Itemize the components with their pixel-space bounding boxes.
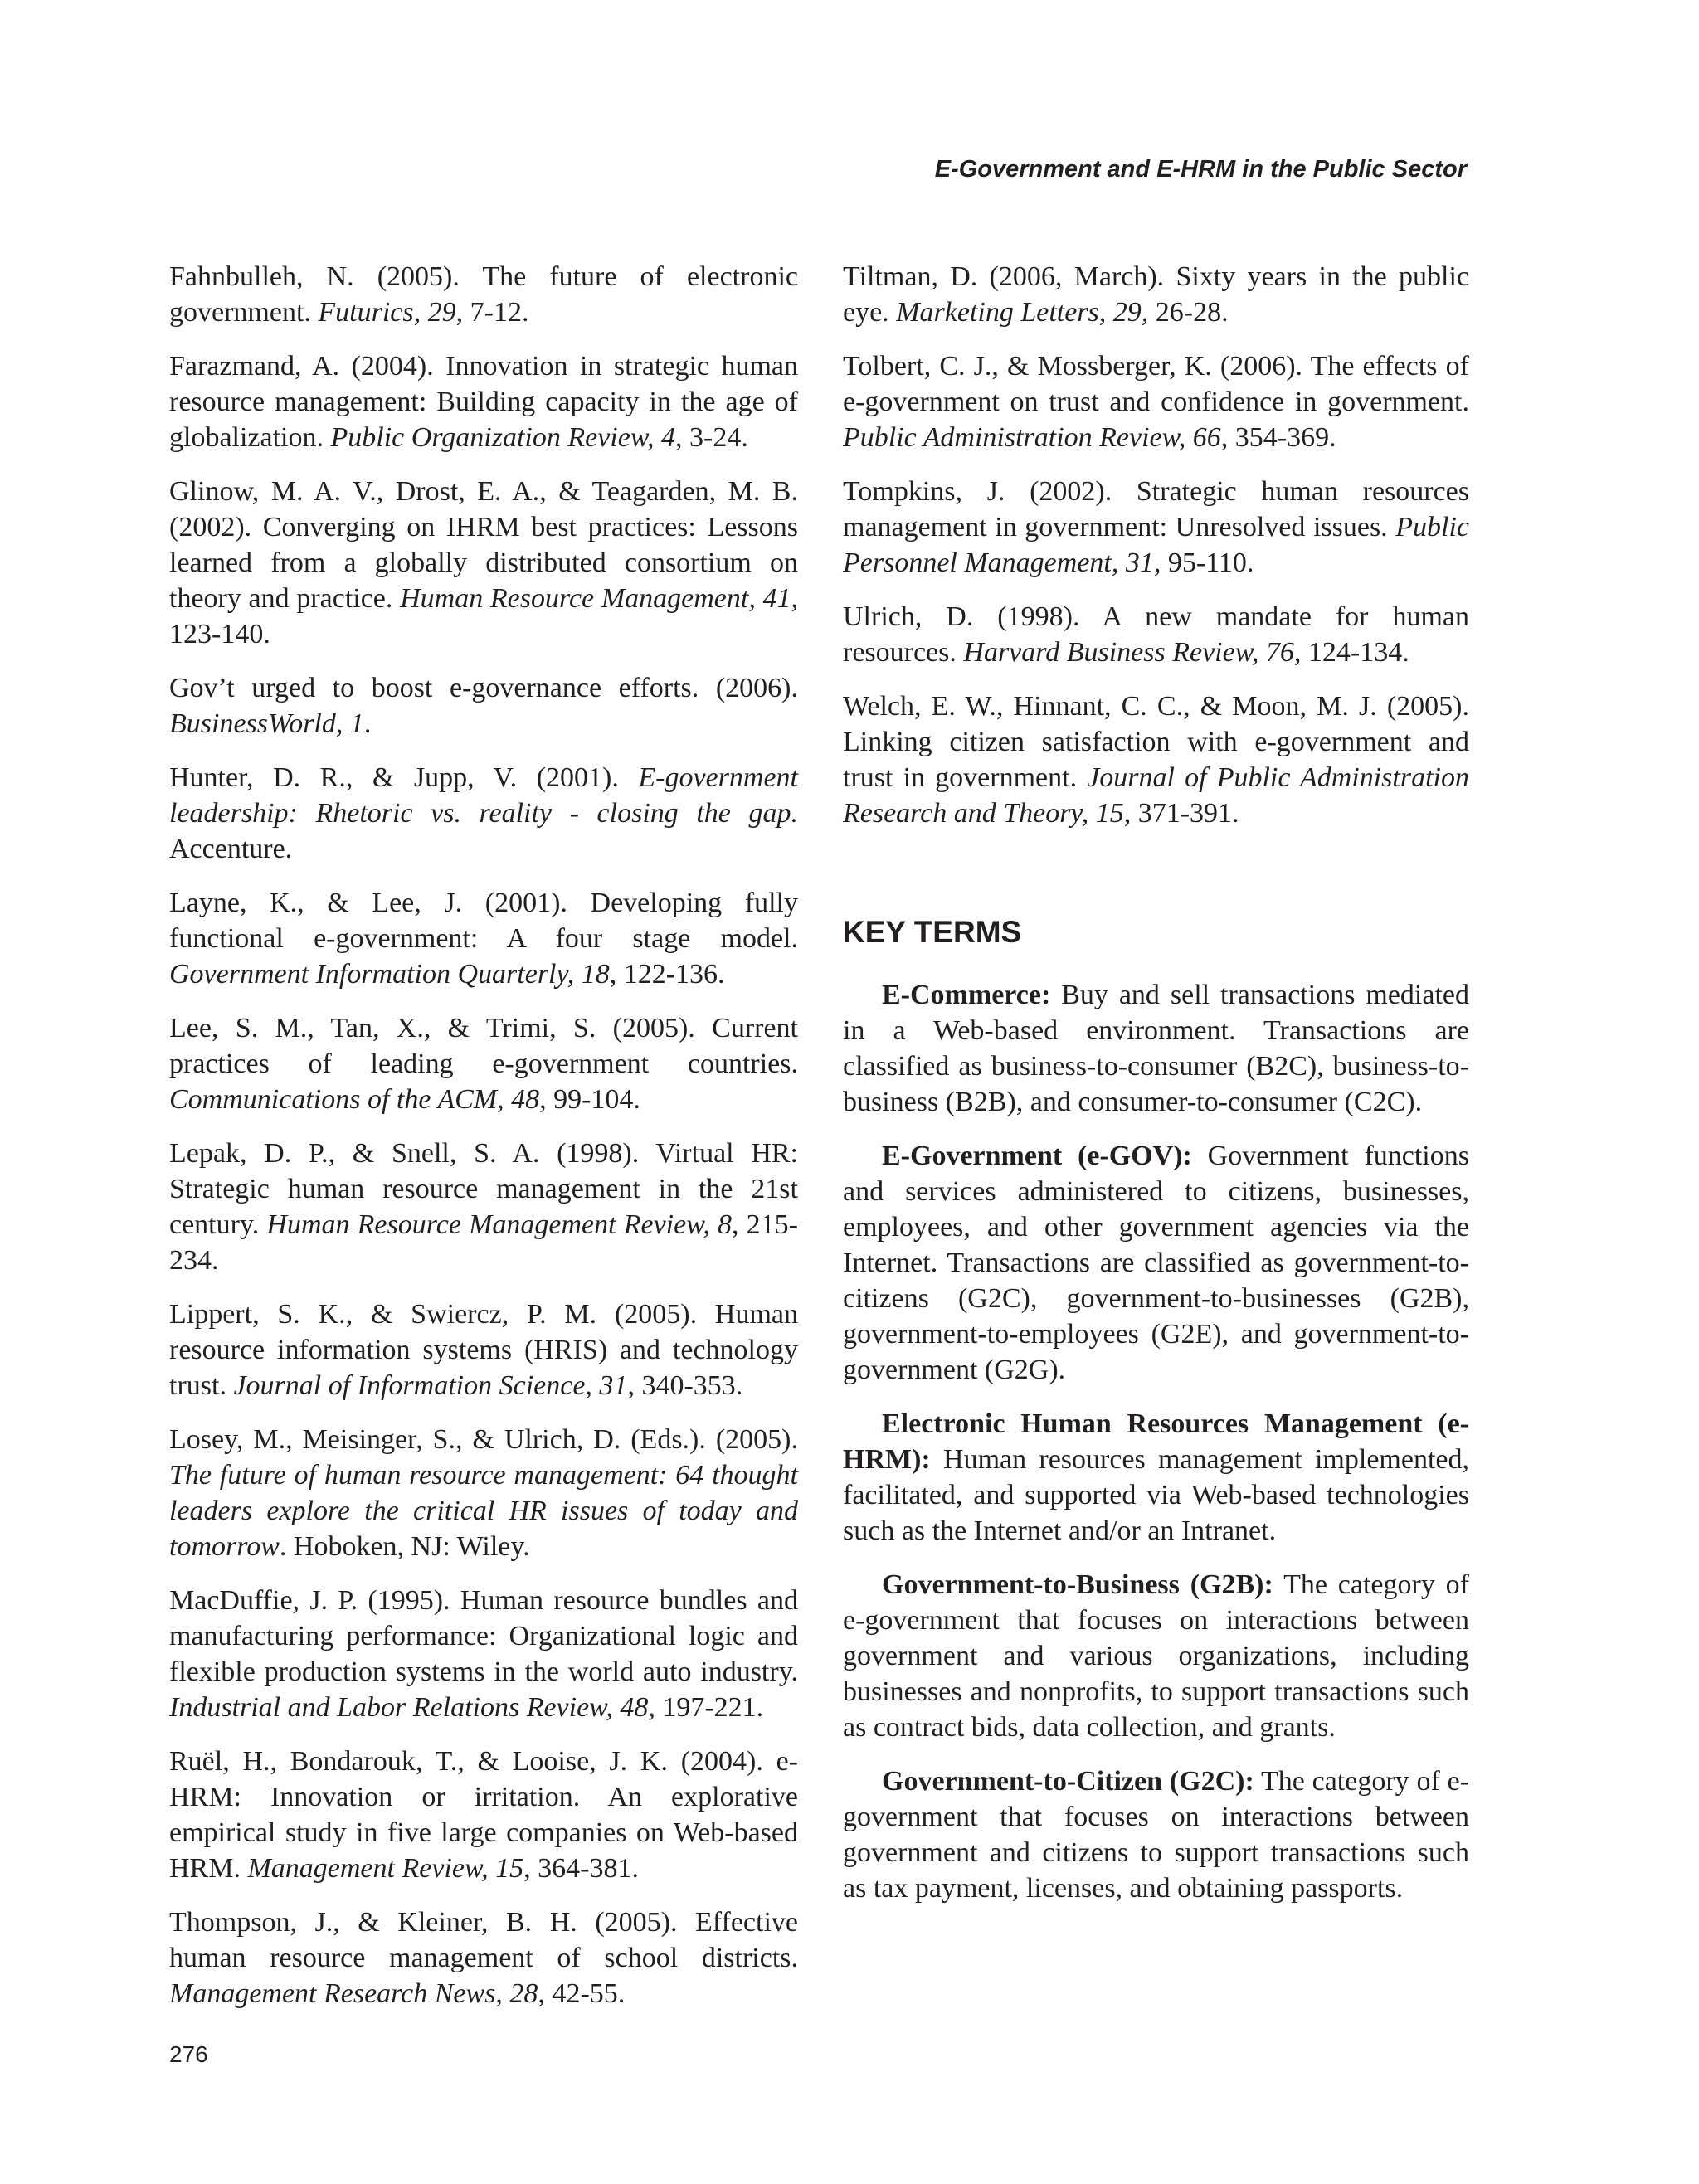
reference-entry: MacDuffie, J. P. (1995). Human resource bundles and manufacturing performance: Organizational logic and flexible production systems in the world auto industry. Industrial and Labor Relations Review, 48, 197-221.: [169, 1585, 798, 1723]
key-term-entry: [843, 1763, 1469, 1906]
reference-entry: Thompson, J., & Kleiner, B. H. (2005). Effective human resource management of school districts. Management Research News, 28, 42-55.: [169, 1907, 798, 2009]
reference-entry: Tiltman, D. (2006, March). Sixty years in the public eye. Marketing Letters, 29, 26-28.: [843, 261, 1469, 328]
key-term-entry: [843, 1567, 1469, 1745]
reference-entry: Welch, E. W., Hinnant, C. C., & Moon, M. J. (2005). Linking citizen satisfaction with e-government and trust in government. Journal of Public Administration Research and Theory, 15, 371-391.: [843, 691, 1469, 829]
reference-entry: Ulrich, D. (1998). A new mandate for human resources. Harvard Business Review, 76, 124-134.: [843, 601, 1469, 668]
page-number: 276: [169, 2041, 208, 2067]
key-term-name: Electronic Human Resources Management (e-HRM):: [843, 1408, 1469, 1475]
reference-entry: Hunter, D. R., & Jupp, V. (2001). E-government leadership: Rhetoric vs. reality - closing the gap. Accenture.: [169, 762, 798, 864]
key-term-name: E-Government (e-GOV):: [882, 1141, 1192, 1171]
key-term-definition: Government functions and services administered to citizens, businesses, employees, and other government agencies via the Internet. Transactions are classified as government-to-citizens (G2C), government-to-businesses (G2B), government-to-employees (G2E), and government-to-government (G2G).: [843, 1141, 1469, 1385]
reference-entry: Lippert, S. K., & Swiercz, P. M. (2005). Human resource information systems (HRIS) and technology trust. Journal of Information Science, 31, 340-353.: [169, 1299, 798, 1401]
key-term-definition: The category of e-government that focuses on interactions between government and various organizations, including businesses and nonprofits, to support transactions such as contract bids, data collection, and grants.: [843, 1569, 1470, 1743]
key-term-name: E-Commerce:: [882, 980, 1051, 1010]
key-term-name: Government-to-Citizen (G2C):: [882, 1766, 1254, 1797]
key-term-definition: Human resources management implemented, facilitated, and supported via Web-based technologies such as the Internet and/or an Intranet.: [843, 1444, 1469, 1546]
reference-entry: Lepak, D. P., & Snell, S. A. (1998). Virtual HR: Strategic human resource management in the 21st century. Human Resource Management Review, 8, 215-234.: [169, 1138, 799, 1276]
key-term-entry: [843, 1406, 1469, 1549]
key-term-entry: [843, 977, 1469, 1120]
reference-entry: Losey, M., Meisinger, S., & Ulrich, D. (Eds.). (2005). The future of human resource management: 64 thought leaders explore the critical HR issues of today and tomorrow. Hoboken, NJ: Wiley.: [169, 1424, 798, 1562]
right-column: [843, 259, 1469, 1924]
reference-entry: Glinow, M. A. V., Drost, E. A., & Teagarden, M. B. (2002). Converging on IHRM best practices: Lessons learned from a globally distributed consortium on theory and practice. Human Resource Management, 41, 123-140.: [169, 476, 799, 649]
key-term-name: Government-to-Business (G2B):: [882, 1569, 1273, 1600]
reference-entry: Lee, S. M., Tan, X., & Trimi, S. (2005). Current practices of leading e-government countries. Communications of the ACM, 48, 99-104.: [169, 1013, 798, 1115]
reference-entry: Gov’t urged to boost e-governance efforts. (2006). BusinessWorld, 1.: [169, 673, 798, 739]
key-term-definition: The category of e-government that focuses on interactions between government and citizens to support transactions such as tax payment, licenses, and obtaining passports.: [843, 1766, 1469, 1904]
reference-entry: Farazmand, A. (2004). Innovation in strategic human resource management: Building capacity in the age of globalization. Public Organization Review, 4, 3-24.: [169, 351, 798, 453]
key-terms-heading: KEY TERMS: [843, 915, 1022, 949]
left-column: [169, 259, 798, 2030]
reference-entry: Fahnbulleh, N. (2005). The future of electronic government. Futurics, 29, 7-12.: [169, 261, 798, 328]
key-term-definition: Buy and sell transactions mediated in a Web-based environment. Transactions are classified as business-to-consumer (B2C), business-to-business (B2B), and consumer-to-consumer (C2C).: [843, 980, 1469, 1117]
key-term-entry: [843, 1138, 1469, 1388]
reference-entry: Ruël, H., Bondarouk, T., & Looise, J. K. (2004). e-HRM: Innovation or irritation. An explorative empirical study in five large companies on Web-based HRM. Management Review, 15, 364-381.: [169, 1746, 798, 1884]
reference-entry: Layne, K., & Lee, J. (2001). Developing fully functional e-government: A four stage model. Government Information Quarterly, 18, 122-136.: [169, 888, 798, 990]
reference-entry: Tompkins, J. (2002). Strategic human resources management in government: Unresolved issues. Public Personnel Management, 31, 95-110.: [843, 476, 1469, 578]
running-header: E-Government and E-HRM in the Public Sector: [934, 156, 1467, 182]
reference-entry: Tolbert, C. J., & Mossberger, K. (2006). The effects of e-government on trust and confidence in government. Public Administration Review, 66, 354-369.: [843, 351, 1469, 453]
